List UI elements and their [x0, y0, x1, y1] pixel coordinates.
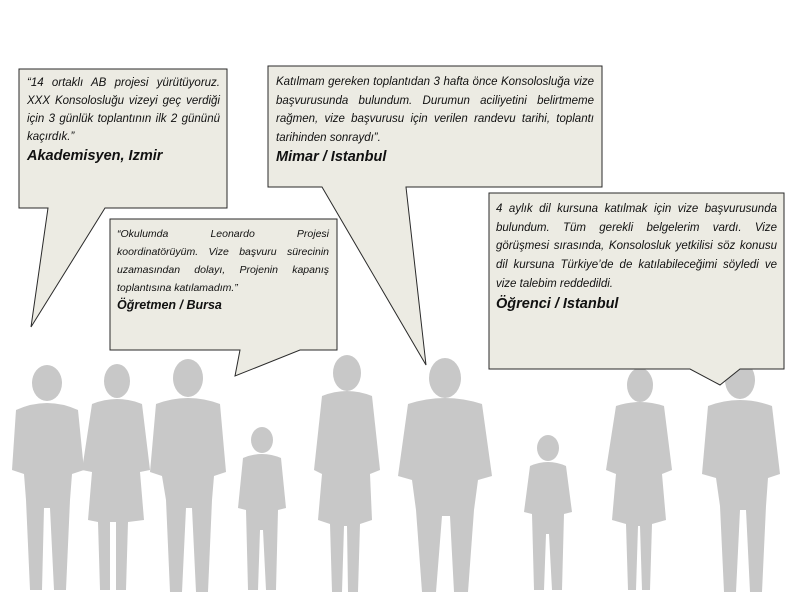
callout-quote: “14 ortaklı AB projesi yürütüyoruz. XXX Konsolosluğu vizeyi geç verdiği için 3 günlük toplantının ilk 2 gününü kaçırdık.”	[27, 77, 220, 143]
callout-author: Akademisyen, Izmir	[27, 148, 163, 164]
callout-text-4	[496, 200, 777, 314]
silhouette-woman-2	[314, 355, 380, 592]
silhouette-woman-3	[606, 368, 672, 590]
callout-text-3	[117, 225, 329, 312]
silhouette-child-1	[238, 427, 286, 590]
callout-quote: 4 aylık dil kursuna katılmak için vize başvurusunda bulundum. Tüm gerekli belgelerim vardı. Vize görüşmesi sırasında, Konsolosluk yetkilisi söz konusu dil kursuna Türkiye’de de katılabileceğimi söyledi ve vize talebim reddedildi.	[496, 203, 777, 290]
silhouette-man-1	[12, 365, 84, 590]
silhouette-man-2	[150, 359, 226, 592]
silhouette-man-4	[702, 361, 780, 592]
silhouette-man-3	[398, 358, 492, 592]
callout-text-2	[276, 73, 594, 167]
callout-author: Öğrenci / Istanbul	[496, 295, 619, 312]
silhouette-child-2	[524, 435, 572, 590]
callout-author: Öğretmen / Bursa	[117, 298, 222, 312]
callout-author: Mimar / Istanbul	[276, 149, 387, 165]
silhouette-woman-1	[82, 364, 150, 590]
callout-quote: Katılmam gereken toplantıdan 3 hafta önce Konsolosluğa vize başvurusunda bulundum. Durumun aciliyetini belirtmeme rağmen, vize başvurusu için verilen randevu tarihi, toplantı tarihinden sonraydı”.	[276, 76, 594, 144]
callout-quote: “Okulumda Leonardo Projesi koordinatörüyüm. Vize başvuru sürecinin uzamasından dolayı, Projenin kapanış toplantısına katılamadım.”	[117, 228, 329, 294]
callout-text-1	[27, 74, 220, 165]
people-silhouettes	[12, 355, 780, 592]
